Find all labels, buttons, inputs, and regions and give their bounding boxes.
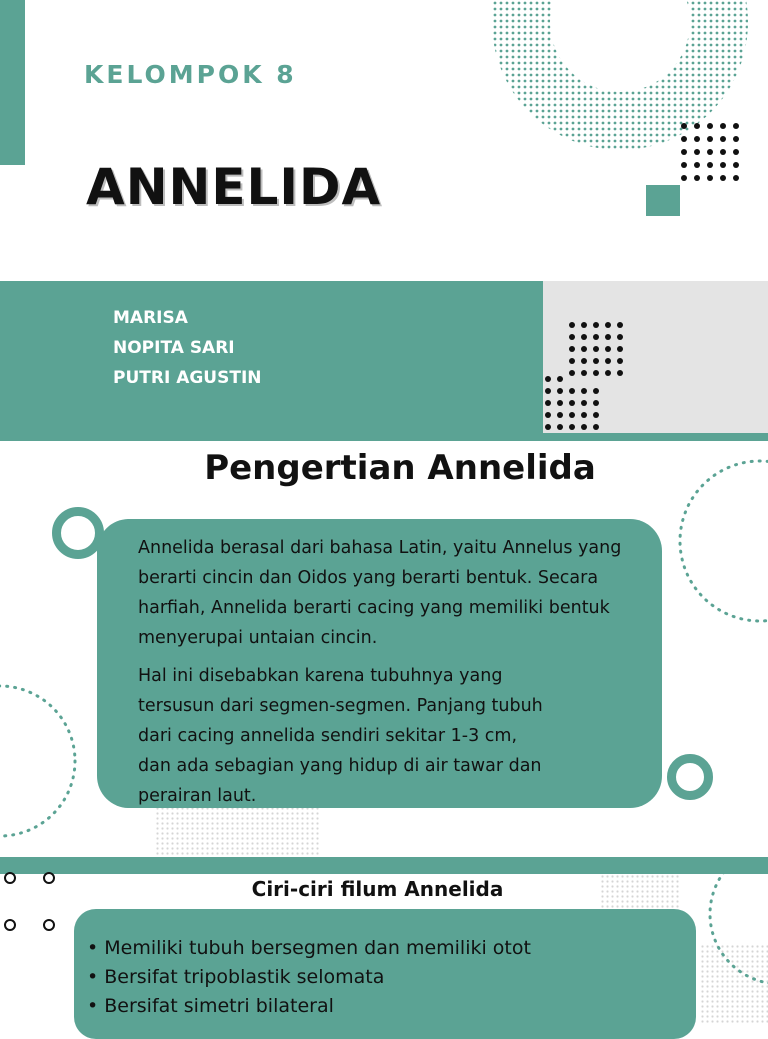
definition-paragraph: Annelida berasal dari bahasa Latin, yaitu Annelus yang berarti cincin dan Oidos yang berarti bentuk. Secara harfiah, Annelida berarti cacing yang memiliki bentuk menyerupai untaian cincin. <box>138 538 622 648</box>
member-list <box>113 303 262 393</box>
list-item: • Bersifat tripoblastik selomata <box>87 966 385 988</box>
member-name: NOPITA SARI <box>113 338 235 358</box>
dotted-ring-icon <box>480 0 768 160</box>
list-item: • Bersifat simetri bilateral <box>87 995 334 1017</box>
circle-outline-icon <box>43 919 55 931</box>
list-item: • Memiliki tubuh bersegmen dan memiliki otot <box>87 937 531 959</box>
definition-paragraph: Hal ini disebabkan karena tubuhnya yang tersusun dari segmen-segmen. Panjang tubuh dari cacing annelida sendiri sekitar 1-3 cm, dan ada sebagian yang hidup di air tawar dan perairan laut. <box>138 666 543 806</box>
dot-grid-icon <box>540 315 640 435</box>
section-heading: Pengertian Annelida <box>204 448 596 488</box>
group-label: KELOMPOK 8 <box>84 60 297 89</box>
characteristics-heading: Ciri-ciri filum Annelida <box>251 877 504 901</box>
accent-square <box>646 185 680 216</box>
divider-band <box>0 857 768 874</box>
member-name: PUTRI AGUSTIN <box>113 368 262 388</box>
ring-icon <box>667 754 713 800</box>
definition-text <box>138 533 648 819</box>
circle-outline-icon <box>4 919 16 931</box>
dot-texture <box>700 944 768 1024</box>
page-title: ANNELIDA <box>86 158 382 216</box>
characteristics-list <box>87 934 531 1021</box>
dotted-ring-icon <box>0 686 75 836</box>
member-name: MARISA <box>113 308 188 328</box>
